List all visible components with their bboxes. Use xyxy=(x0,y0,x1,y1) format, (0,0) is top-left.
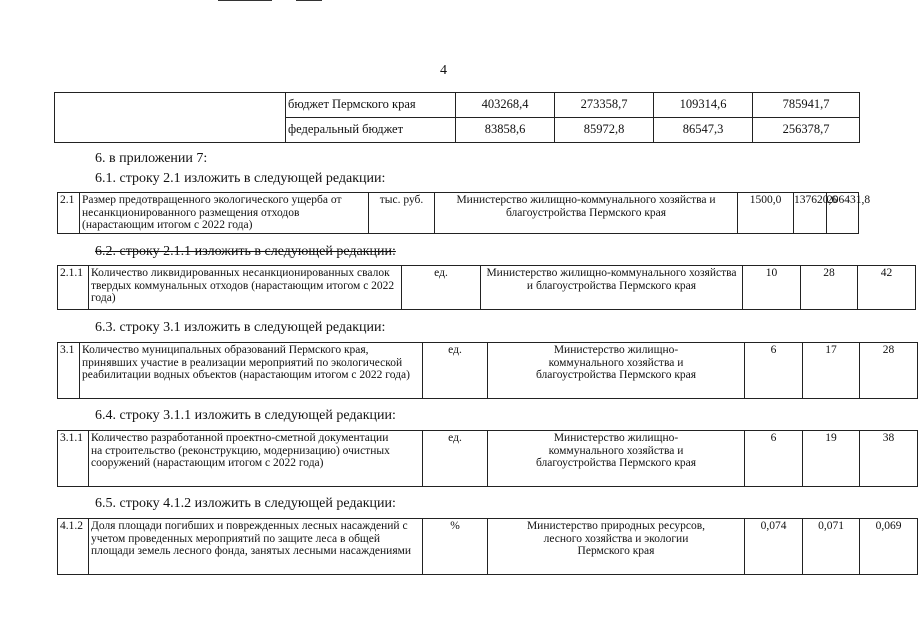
indicator-number: 2.1 xyxy=(58,193,80,234)
indicator-unit: ед. xyxy=(402,266,481,310)
indicator-executor: Министерство жилищно-коммунального хозяйства и благоустройства Пермского края xyxy=(488,431,745,487)
table-row xyxy=(58,193,859,234)
indicator-table-2-1 xyxy=(57,192,871,234)
indicator-value: 0,069 xyxy=(860,519,918,575)
indicator-unit: % xyxy=(423,519,488,575)
budget-value: 403268,4 xyxy=(456,93,555,118)
budget-source-label: бюджет Пермского края xyxy=(286,93,456,118)
indicator-value: 1500,0 xyxy=(738,193,794,234)
indicator-value: 6 xyxy=(745,343,803,399)
budget-total: 256378,7 xyxy=(753,118,860,143)
budget-value: 85972,8 xyxy=(555,118,654,143)
indicator-table-4-1-2 xyxy=(57,518,918,575)
indicator-value: 28 xyxy=(860,343,918,399)
heading-6-3: 6.3. строку 3.1 изложить в следующей редакции: xyxy=(95,320,386,335)
indicator-number: 3.1 xyxy=(58,343,80,399)
indicator-value: 206431,8 xyxy=(827,193,859,234)
indicator-unit: ед. xyxy=(423,431,488,487)
indicator-value: 42 xyxy=(858,266,916,310)
indicator-name: Количество муниципальных образований Пермского края, принявших участие в реализации мероприятий по экологической реабилитации водных объектов (нарастающим итогом с 2022 года) xyxy=(80,343,423,399)
indicator-table-3-1 xyxy=(57,342,918,399)
indicator-value: 137620,6 xyxy=(794,193,827,234)
scan-edge-line-left xyxy=(218,0,272,1)
budget-value: 273358,7 xyxy=(555,93,654,118)
indicator-number: 4.1.2 xyxy=(58,519,89,575)
heading-appendix-7: 6. в приложении 7: xyxy=(95,151,208,166)
indicator-value: 0,071 xyxy=(803,519,860,575)
indicator-name: Количество разработанной проектно-сметной документации на строительство (реконструкцию, модернизацию) очистных сооружений (нарастающим итогом с 2022 года) xyxy=(89,431,423,487)
indicator-value: 38 xyxy=(860,431,918,487)
table-row xyxy=(58,343,918,399)
budget-source-label: федеральный бюджет xyxy=(286,118,456,143)
indicator-executor: Министерство жилищно-коммунального хозяйства и благоустройства Пермского края xyxy=(435,193,738,234)
indicator-value: 17 xyxy=(803,343,860,399)
indicator-name: Количество ликвидированных несанкционированных свалок твердых коммунальных отходов (нарастающим итогом с 2022 года) xyxy=(89,266,402,310)
indicator-number: 2.1.1 xyxy=(58,266,89,310)
indicator-executor: Министерство жилищно-коммунального хозяйства и благоустройства Пермского края xyxy=(481,266,743,310)
budget-value: 83858,6 xyxy=(456,118,555,143)
heading-6-4: 6.4. строку 3.1.1 изложить в следующей редакции: xyxy=(95,408,396,423)
budget-value: 86547,3 xyxy=(654,118,753,143)
heading-6-1: 6.1. строку 2.1 изложить в следующей редакции: xyxy=(95,171,386,186)
indicator-table-3-1-1 xyxy=(57,430,918,487)
indicator-name: Доля площади погибших и поврежденных лесных насаждений с учетом проведенных мероприятий по защите леса в общей площади земель лесного фонда, занятых лесными насаждениями xyxy=(89,519,423,575)
scan-edge-line-right xyxy=(296,0,322,1)
heading-6-2: 6.2. строку 2.1.1 изложить в следующей редакции: xyxy=(95,244,396,259)
table-row xyxy=(58,519,918,575)
page-number: 4 xyxy=(440,63,447,78)
indicator-unit: ед. xyxy=(423,343,488,399)
indicator-value: 28 xyxy=(801,266,858,310)
indicator-executor: Министерство жилищно-коммунального хозяйства и благоустройства Пермского края xyxy=(488,343,745,399)
table-row xyxy=(58,266,916,310)
table-row xyxy=(58,431,918,487)
indicator-unit: тыс. руб. xyxy=(369,193,435,234)
budget-table xyxy=(54,92,860,143)
budget-value: 109314,6 xyxy=(654,93,753,118)
indicator-value: 10 xyxy=(743,266,801,310)
indicator-table-2-1-1 xyxy=(57,265,916,310)
indicator-executor: Министерство природных ресурсов, лесного хозяйства и экологии Пермского края xyxy=(488,519,745,575)
indicator-value: 0,074 xyxy=(745,519,803,575)
table-row xyxy=(55,93,860,118)
budget-empty-cell xyxy=(55,93,286,143)
indicator-name: Размер предотвращенного экологического ущерба от несанкционированного размещения отходов (нарастающим итогом с 2022 года) xyxy=(80,193,369,234)
indicator-value: 6 xyxy=(745,431,803,487)
heading-6-5: 6.5. строку 4.1.2 изложить в следующей редакции: xyxy=(95,496,396,511)
indicator-number: 3.1.1 xyxy=(58,431,89,487)
budget-total: 785941,7 xyxy=(753,93,860,118)
indicator-value: 19 xyxy=(803,431,860,487)
